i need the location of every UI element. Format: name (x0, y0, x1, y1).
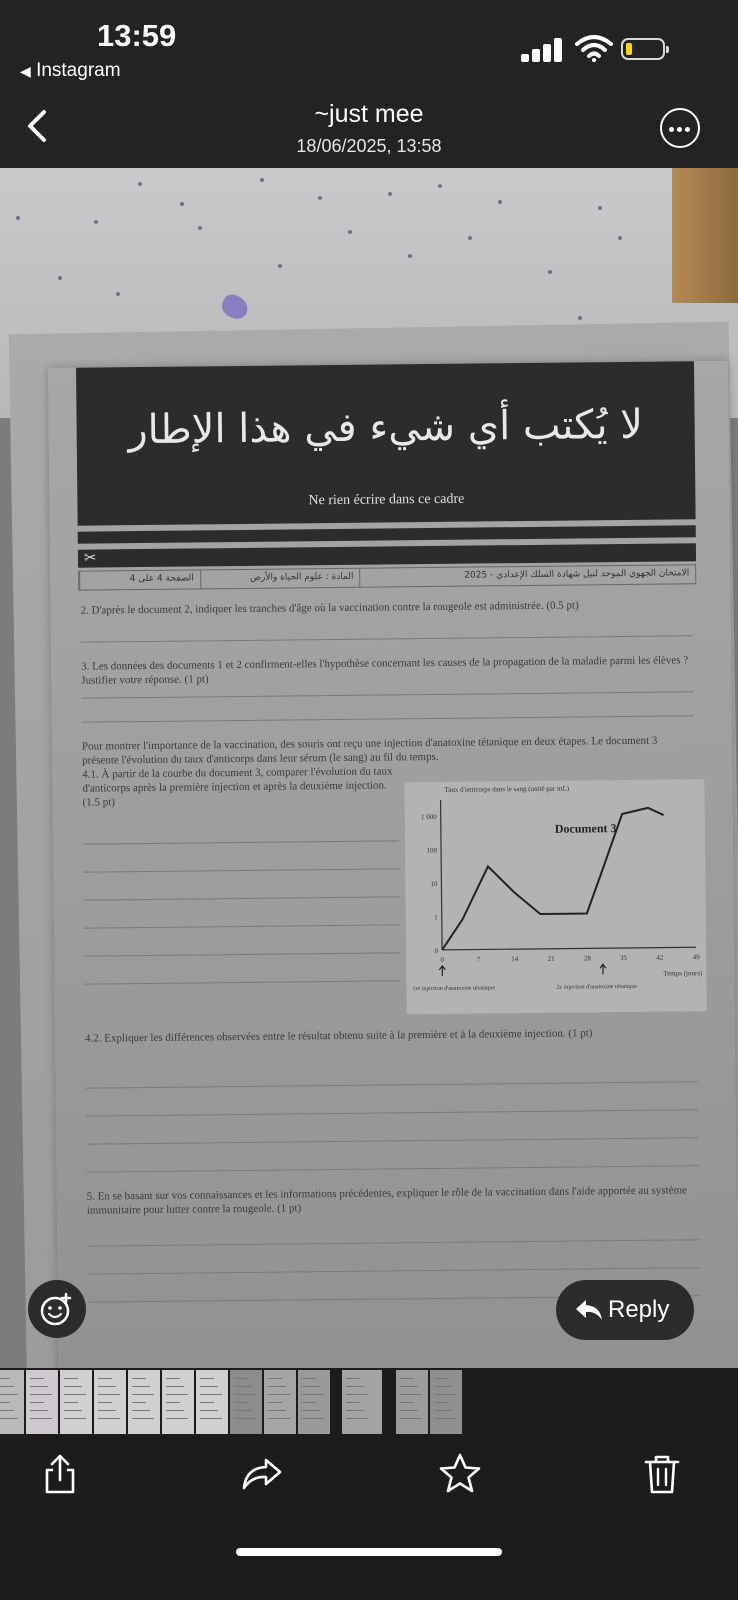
chart-x-tick-label: 0 (440, 955, 445, 964)
cellular-signal-icon (521, 38, 565, 62)
status-time: 13:59 (97, 18, 177, 53)
exam-title: الامتحان الجهوي الموحد لنيل شهادة السلك الإعدادي - 2025 (359, 565, 695, 587)
timestamp: 18/06/2025, 13:58 (296, 136, 442, 156)
thumbnail[interactable] (230, 1370, 262, 1434)
chart-x-tick-label: 28 (583, 954, 591, 963)
question-4-1: 4.1. À partir de la courbe du document 3, comparer l'évolution du taux d'anticorps après la première injection et après la deuxième injection. (1.5 pt) (82, 765, 393, 809)
thumbnail[interactable] (264, 1370, 296, 1434)
thumbnail[interactable] (0, 1370, 24, 1434)
chart-y-tick-label: 1 (434, 913, 438, 922)
page-title: ~just mee (314, 100, 424, 128)
exam-subject: المادة : علوم الحياة والأرض (200, 569, 360, 589)
reply-arrow-icon (574, 1298, 604, 1322)
exam-sheet (48, 361, 738, 1400)
chart-y-tick-label: 1 000 (420, 812, 437, 822)
wifi-icon (575, 34, 613, 62)
battery-icon (621, 38, 665, 60)
chart-xlabel: Temps (jours) (663, 969, 703, 978)
thumbnail[interactable] (128, 1370, 160, 1434)
chart-x-tick-label: 14 (511, 955, 519, 964)
scissors-icon: ✂ (83, 549, 97, 567)
thumbnail[interactable] (396, 1370, 428, 1434)
cut-strip (78, 543, 696, 567)
add-reaction-button[interactable] (28, 1280, 86, 1338)
answer-line (81, 691, 693, 698)
smiley-plus-icon (28, 1280, 86, 1338)
thumbnail[interactable] (94, 1370, 126, 1434)
antibody-curve (441, 808, 665, 950)
answer-line (86, 1109, 698, 1116)
table-edge (672, 168, 738, 303)
answer-line (83, 868, 399, 872)
chart-y-tick-label: 0 (434, 946, 439, 955)
triangle-left-icon: ◀ (20, 63, 31, 79)
antibody-chart-svg (404, 779, 706, 1014)
exam-page: الصفحة 4 على 4 (79, 570, 200, 589)
status-bar (0, 0, 738, 90)
thumbnail[interactable] (196, 1370, 228, 1434)
chart-title: Document 3 (554, 821, 617, 836)
answer-line (82, 715, 694, 722)
chart-x-tick-label: 35 (620, 953, 628, 963)
reply-button[interactable] (556, 1280, 694, 1340)
cut-line (78, 525, 696, 543)
thumbnail[interactable] (430, 1370, 462, 1434)
back-to-app-link[interactable] (20, 60, 121, 82)
banner-french-text: Ne rien écrire dans ce cadre (308, 491, 465, 509)
chart-y-tick-label: 10 (430, 879, 438, 889)
question-2: 2. D'après le document 2, indiquer les tranches d'âge où la vaccination contre la rougeole est administrée. (0.5 pt) (80, 599, 579, 617)
chart-x-axis (442, 947, 696, 950)
bottom-toolbar (0, 1438, 738, 1600)
chart-x-tick-label: 49 (692, 953, 700, 962)
thumbnail[interactable] (298, 1370, 330, 1434)
photo-viewer[interactable] (0, 168, 738, 1400)
experiment-intro: Pour montrer l'importance de la vaccination, des souris ont reçu une injection d'anatoxine tétanique en deux étapes. Le document 3 présente l'évolution du taux d'anticorps dans leur sérum (le sang) au fil du temps. (81, 734, 658, 767)
answer-line (87, 1239, 699, 1246)
do-not-write-banner (76, 361, 696, 525)
trash-icon[interactable] (642, 1452, 682, 1496)
document-3-chart (404, 779, 706, 1014)
home-indicator (236, 1548, 502, 1556)
forward-icon[interactable] (240, 1454, 284, 1494)
first-injection-label: 1re injection d'anatoxine tétanique (412, 985, 496, 993)
answer-line (86, 1081, 698, 1088)
more-options-icon[interactable] (660, 108, 700, 148)
answer-line (84, 952, 400, 956)
thumbnail[interactable] (26, 1370, 58, 1434)
answer-line (84, 896, 400, 900)
message-header (0, 90, 738, 168)
chart-x-tick-label: 42 (656, 953, 664, 962)
thumbnail[interactable] (60, 1370, 92, 1434)
back-app-label: Instagram (36, 60, 121, 81)
star-icon[interactable] (438, 1452, 482, 1494)
chart-y-axis (441, 800, 443, 950)
answer-line (86, 1137, 698, 1144)
chart-y-tick-label: 100 (426, 846, 438, 855)
answer-line (83, 840, 399, 844)
answer-line (84, 924, 400, 928)
chart-ylabel: Taux d'anticorps dans le sang (unité par mL) (444, 784, 570, 794)
thumbnail-selected[interactable] (342, 1370, 382, 1434)
first-injection-arrow (439, 966, 445, 976)
answer-line (81, 635, 693, 642)
reply-label: Reply (608, 1296, 670, 1323)
thumbnail[interactable] (162, 1370, 194, 1434)
banner-arabic-text: لا يُكتب أي شيء في هذا الإطار (128, 401, 644, 454)
answer-line (84, 980, 400, 984)
second-injection-arrow (600, 964, 606, 974)
answer-line (87, 1267, 699, 1274)
chart-x-tick-label: 7 (476, 955, 481, 964)
second-injection-label: 2e injection d'anatoxine tétanique (556, 983, 638, 991)
answer-line (86, 1165, 698, 1172)
thumbnail-strip[interactable] (0, 1368, 738, 1438)
question-5: 5. En se basant sur vos connaissances et les informations précédentes, expliquer le rôle de la vaccination dans l'aide apportée au système immunitaire pour lutter contre la rougeole. (1 pt) (86, 1184, 688, 1217)
question-4-2: 4.2. Expliquer les différences observées entre le résultat obtenu suite à la première et à la deuxième injection. (1 pt) (84, 1027, 593, 1045)
exam-header-row (78, 564, 696, 590)
chart-x-tick-label: 21 (547, 954, 555, 963)
share-icon[interactable] (42, 1452, 78, 1496)
question-3: 3. Les données des documents 1 et 2 confirment-elles l'hypothèse concernant les causes de la propagation de la maladie parmi les élèves ? Justifier votre réponse. (1 pt) (81, 654, 689, 687)
